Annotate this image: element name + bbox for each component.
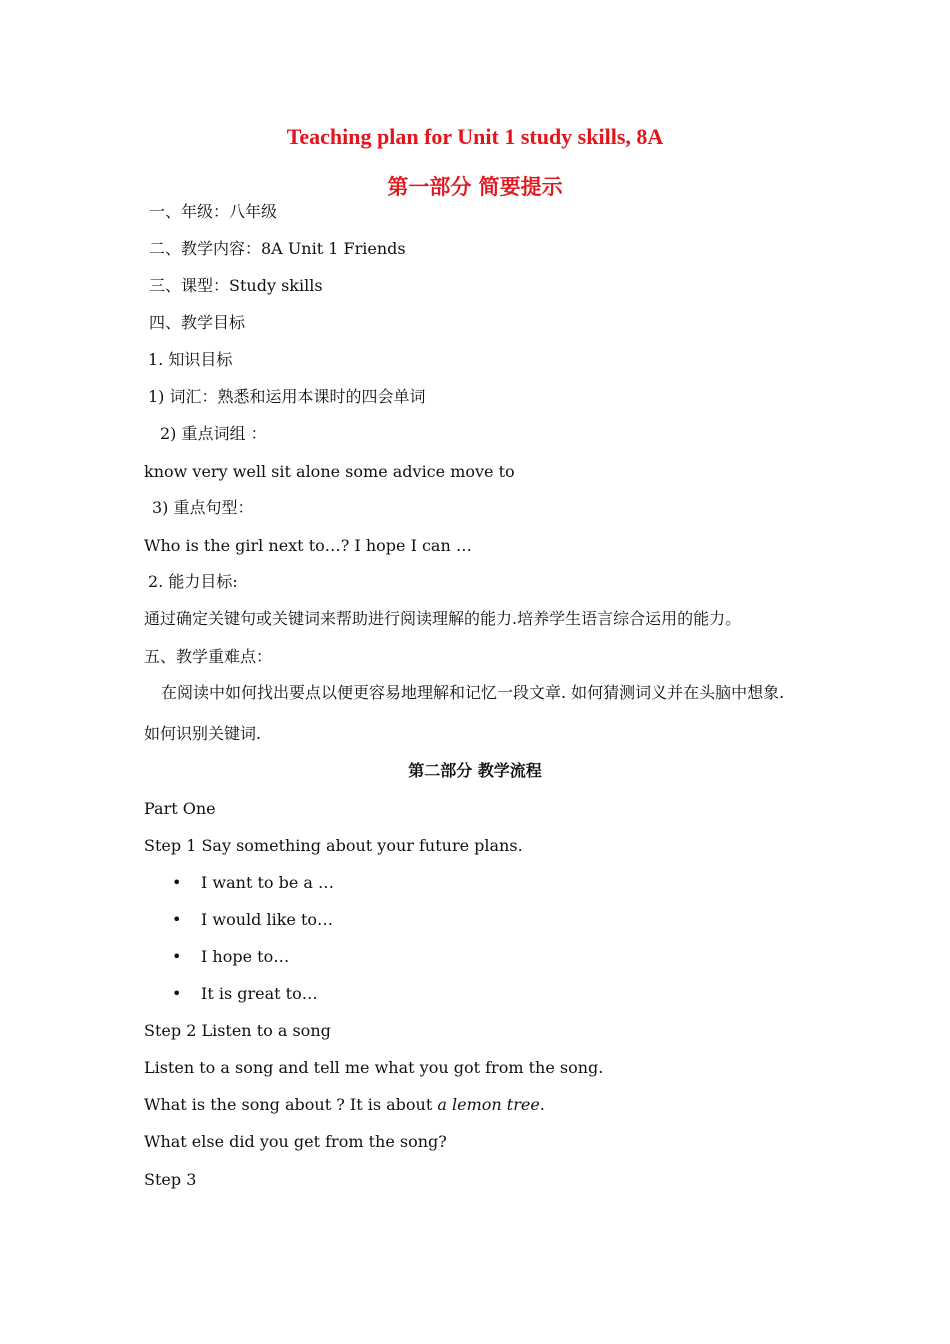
bullet-icon: • <box>172 947 182 966</box>
step3-line: Step 3 <box>144 1170 197 1189</box>
question2-line: What else did you get from the song? <box>144 1132 447 1151</box>
part1-heading: 第一部分 简要提示 <box>387 174 563 199</box>
question1-line: What is the song about ? It is about a lemon tree. <box>144 1095 545 1114</box>
sentences-heading: 3) 重点句型： <box>152 498 254 517</box>
key-points-line-2: 如何识别关键词. <box>144 724 262 743</box>
part2-heading: 第二部分 教学流程 <box>408 761 542 780</box>
bullet-icon: • <box>172 873 182 892</box>
step1-line: Step 1 Say something about your future plans. <box>144 836 523 855</box>
bullet-icon: • <box>172 910 182 929</box>
list-item: • I hope to… <box>172 947 290 966</box>
lesson-type-line: 三、课型：Study skills <box>149 276 323 295</box>
knowledge-objective: 1. 知识目标 <box>148 350 233 369</box>
document-title: Teaching plan for Unit 1 study skills, 8A <box>286 124 664 149</box>
key-points-heading: 五、教学重难点： <box>144 647 273 666</box>
sentences-line: Who is the girl next to…? I hope I can … <box>144 536 472 555</box>
phrases-line: know very well sit alone some advice move to <box>144 462 515 481</box>
part-one-label: Part One <box>144 799 216 818</box>
key-points-line: 在阅读中如何找出要点以便更容易地理解和记忆一段文章. 如何猜测词义并在头脑中想象. <box>161 683 785 702</box>
content-line: 二、教学内容：8A Unit 1 Friends <box>149 239 406 258</box>
list-item: • It is great to… <box>172 984 318 1003</box>
bullet-icon: • <box>172 984 182 1003</box>
vocabulary-line: 1) 词汇：熟悉和运用本课时的四会单词 <box>148 387 426 406</box>
phrases-heading: 2) 重点词组 ： <box>160 424 267 443</box>
ability-objective: 2. 能力目标: <box>148 572 238 591</box>
objectives-heading: 四、教学目标 <box>149 313 246 332</box>
list-item: • I want to be a … <box>172 873 335 892</box>
grade-line: 一、年级：八年级 <box>149 202 278 221</box>
step2-line: Step 2 Listen to a song <box>144 1021 331 1040</box>
list-item: • I would like to… <box>172 910 334 929</box>
listen-line: Listen to a song and tell me what you got from the song. <box>144 1058 604 1077</box>
ability-line: 通过确定关键句或关键词来帮助进行阅读理解的能力.培养学生语言综合运用的能力。 <box>144 609 742 628</box>
